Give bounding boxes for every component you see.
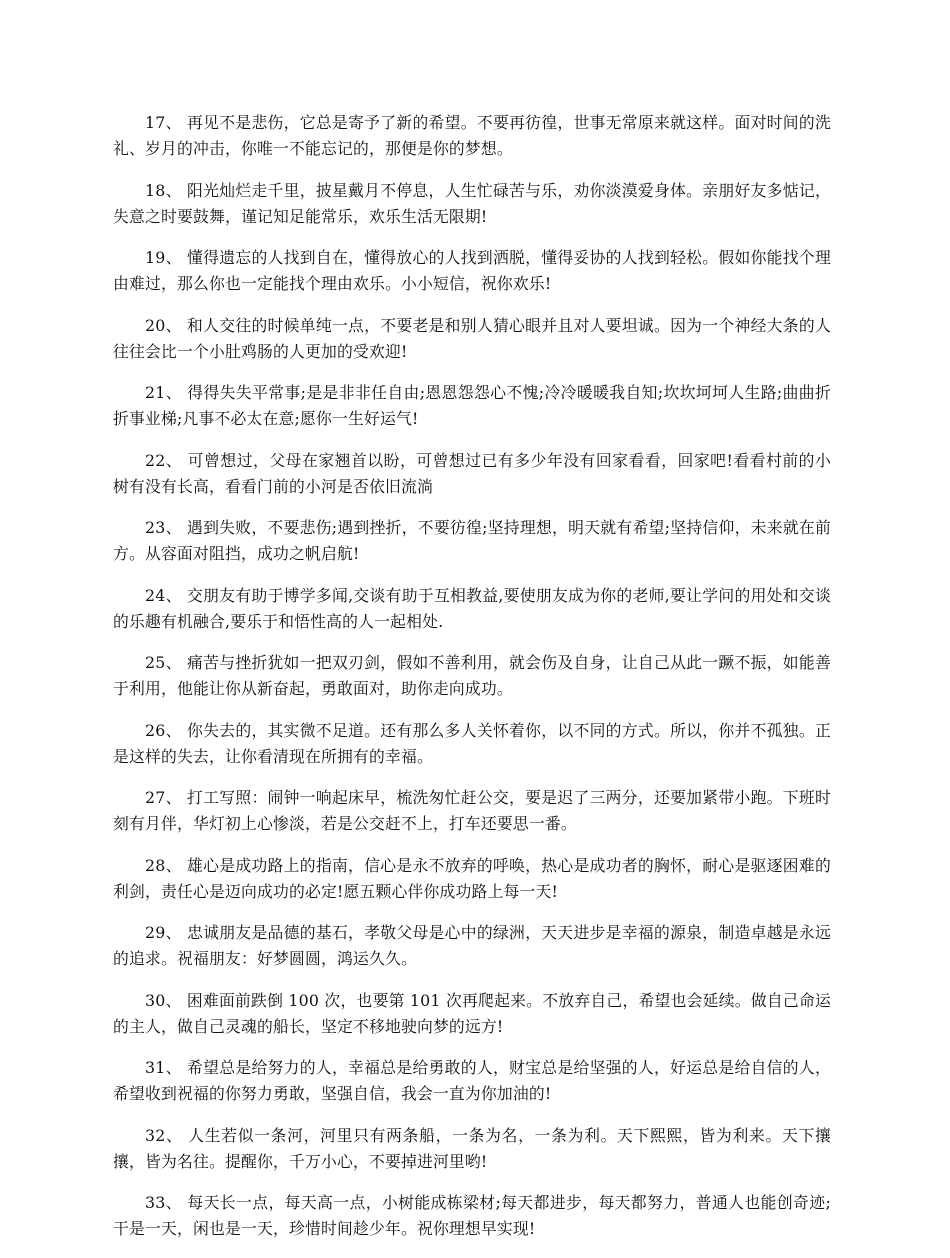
paragraph-23: 23、 遇到失败，不要悲伤;遇到挫折，不要彷徨;坚持理想，明天就有希望;坚持信仰，未来就在前方。从容面对阻挡，成功之帆启航! <box>113 518 831 563</box>
paragraph-28: 28、 雄心是成功路上的指南，信心是永不放弃的呼唤，热心是成功者的胸怀，耐心是驱逐困难的利剑，责任心是迈向成功的必定!愿五颗心伴你成功路上每一天! <box>113 855 831 901</box>
paragraph-19: 19、 懂得遗忘的人找到自在，懂得放心的人找到洒脱，懂得妥协的人找到轻松。假如你能找个理由难过，那么你也一定能找个理由欢乐。小小短信，祝你欢乐! <box>113 248 831 293</box>
paragraph-18: 18、 阳光灿烂走千里，披星戴月不停息，人生忙碌苦与乐，劝你淡漠爱身体。亲朋好友多惦记，失意之时要鼓舞，谨记知足能常乐，欢乐生活无限期! <box>113 180 831 226</box>
paragraph-26: 26、 你失去的，其实微不足道。还有那么多人关怀着你，以不同的方式。所以，你并不孤独。正是这样的失去，让你看清现在所拥有的幸福。 <box>113 720 831 766</box>
paragraph-30: 30、 困难面前跌倒 100 次，也要第 101 次再爬起来。不放弃自己，希望也会延续。做自己命运的主人，做自己灵魂的船长，坚定不移地驶向梦的远方! <box>113 990 831 1036</box>
paragraph-29: 29、 忠诚朋友是品德的基石，孝敬父母是心中的绿洲，天天进步是幸福的源泉，制造卓越是永远的追求。祝福朋友：好梦圆圆，鸿运久久。 <box>113 923 831 968</box>
paragraph-31: 31、 希望总是给努力的人，幸福总是给勇敢的人，财宝总是给坚强的人，好运总是给自信的人，希望收到祝福的你努力勇敢，坚强自信，我会一直为你加油的! <box>113 1058 831 1103</box>
paragraph-17: 17、 再见不是悲伤，它总是寄予了新的希望。不要再彷徨，世事无常原来就这样。面对时间的洗礼、岁月的冲击，你唯一不能忘记的，那便是你的梦想。 <box>113 113 831 158</box>
paragraph-20: 20、 和人交往的时候单纯一点，不要老是和别人猜心眼并且对人要坦诚。因为一个神经大条的人往往会比一个小肚鸡肠的人更加的受欢迎! <box>113 315 831 361</box>
paragraph-21: 21、 得得失失平常事;是是非非任自由;恩恩怨怨心不愧;冷冷暖暖我自知;坎坎坷坷人生路;曲曲折折事业梯;凡事不必太在意;愿你一生好运气! <box>113 383 831 428</box>
paragraph-32: 32、 人生若似一条河，河里只有两条船，一条为名，一条为利。天下熙熙，皆为利来。天下攘攘，皆为名往。提醒你，千万小心，不要掉进河里哟! <box>113 1125 831 1171</box>
paragraph-25: 25、 痛苦与挫折犹如一把双刃剑，假如不善利用，就会伤及自身，让自己从此一蹶不振，如能善于利用，他能让你从新奋起，勇敢面对，助你走向成功。 <box>113 653 831 698</box>
paragraph-22: 22、 可曾想过，父母在家翘首以盼，可曾想过已有多少年没有回家看看，回家吧!看看村前的小树有没有长高，看看门前的小河是否依旧流淌 <box>113 450 831 496</box>
paragraph-27: 27、 打工写照：闹钟一响起床早，梳洗匆忙赶公交，要是迟了三两分，还要加紧带小跑。下班时刻有月伴，华灯初上心惨淡，若是公交赶不上，打车还要思一番。 <box>113 788 831 833</box>
paragraph-33: 33、 每天长一点，每天高一点，小树能成栋梁材;每天都进步，每天都努力，普通人也能创奇迹;干是一天，闲也是一天，珍惜时间趁少年。祝你理想早实现! <box>113 1193 831 1238</box>
document-body <box>113 110 831 1258</box>
paragraph-24: 24、 交朋友有助于博学多闻,交谈有助于互相教益,要使朋友成为你的老师,要让学问的用处和交谈的乐趣有机融合,要乐于和悟性高的人一起相处. <box>113 585 831 631</box>
